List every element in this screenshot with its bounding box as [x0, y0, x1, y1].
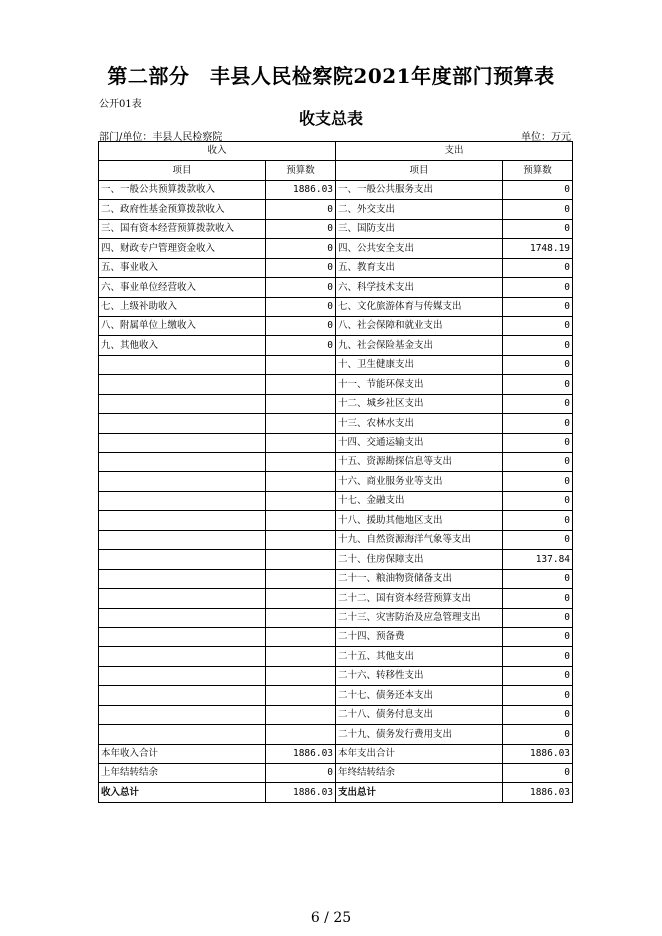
table-row [99, 200, 573, 219]
table-row [99, 414, 573, 433]
expense-value-cell: 0 [503, 336, 573, 355]
income-value-cell [266, 686, 336, 705]
income-value-cell [266, 589, 336, 608]
table-row [99, 239, 573, 258]
income-value-cell [266, 433, 336, 452]
income-item-cell [99, 725, 266, 744]
income-item-cell: 七、上级补助收入 [99, 297, 266, 316]
income-item-cell: 三、国有资本经营预算拨款收入 [99, 219, 266, 238]
income-item-cell: 六、事业单位经营收入 [99, 278, 266, 297]
table-row [99, 744, 573, 763]
expense-item-cell: 十五、资源勘探信息等支出 [336, 453, 503, 472]
department-label: 部门/单位：丰县人民检察院 [99, 132, 223, 143]
income-item-cell [99, 394, 266, 413]
income-item-cell [99, 589, 266, 608]
income-item-cell: 五、事业收入 [99, 258, 266, 277]
income-item-cell [99, 453, 266, 472]
expense-item-cell: 支出总计 [336, 783, 503, 802]
expense-value-cell: 1886.03 [503, 744, 573, 763]
income-value-cell [266, 569, 336, 588]
income-item-cell [99, 569, 266, 588]
income-value-cell [266, 725, 336, 744]
table-row [99, 530, 573, 549]
expense-value-cell: 0 [503, 608, 573, 627]
expense-value-cell: 0 [503, 627, 573, 646]
income-item-cell: 本年收入合计 [99, 744, 266, 763]
income-value-cell: 0 [266, 316, 336, 335]
budget-table [98, 141, 573, 803]
income-value-cell [266, 666, 336, 685]
expense-value-cell: 0 [503, 375, 573, 394]
table-row [99, 394, 573, 413]
expense-value-cell: 0 [503, 219, 573, 238]
expense-value-cell: 0 [503, 394, 573, 413]
expense-value-cell: 0 [503, 589, 573, 608]
expense-value-cell: 0 [503, 355, 573, 374]
expense-item-cell: 二、外交支出 [336, 200, 503, 219]
expense-item-cell: 本年支出合计 [336, 744, 503, 763]
table-row [99, 297, 573, 316]
income-item-cell [99, 491, 266, 510]
income-value-cell [266, 491, 336, 510]
table-row [99, 705, 573, 724]
expense-value-cell: 0 [503, 180, 573, 199]
expense-item-cell: 十一、节能环保支出 [336, 375, 503, 394]
expense-item-cell: 八、社会保障和就业支出 [336, 316, 503, 335]
income-value-cell: 1886.03 [266, 744, 336, 763]
expense-item-cell: 二十六、转移性支出 [336, 666, 503, 685]
table-row [99, 627, 573, 646]
expense-item-header: 项目 [336, 161, 503, 180]
income-header: 收入 [99, 142, 336, 161]
expense-value-cell: 0 [503, 666, 573, 685]
table-row [99, 550, 573, 569]
income-item-cell [99, 472, 266, 491]
expense-value-cell: 0 [503, 511, 573, 530]
table-row [99, 511, 573, 530]
expense-item-cell: 十六、商业服务业等支出 [336, 472, 503, 491]
expense-item-cell: 二十七、债务还本支出 [336, 686, 503, 705]
expense-value-cell: 0 [503, 725, 573, 744]
table-row [99, 608, 573, 627]
income-item-cell [99, 608, 266, 627]
income-item-cell [99, 375, 266, 394]
income-value-cell: 0 [266, 200, 336, 219]
income-item-cell [99, 414, 266, 433]
income-item-header: 项目 [99, 161, 266, 180]
income-item-cell [99, 433, 266, 452]
expense-value-cell: 0 [503, 569, 573, 588]
expense-item-cell: 年终结转结余 [336, 764, 503, 783]
income-item-cell [99, 530, 266, 549]
expense-item-cell: 十、卫生健康支出 [336, 355, 503, 374]
expense-value-cell: 0 [503, 258, 573, 277]
table-row [99, 336, 573, 355]
income-value-cell: 1886.03 [266, 783, 336, 802]
income-budget-header: 预算数 [266, 161, 336, 180]
expense-item-cell: 十四、交通运输支出 [336, 433, 503, 452]
expense-value-cell: 0 [503, 472, 573, 491]
income-item-cell [99, 647, 266, 666]
expense-value-cell: 0 [503, 764, 573, 783]
expense-value-cell: 0 [503, 705, 573, 724]
income-item-cell [99, 550, 266, 569]
expense-item-cell: 一、一般公共服务支出 [336, 180, 503, 199]
table-row [99, 783, 573, 802]
income-item-cell [99, 511, 266, 530]
expense-value-cell: 0 [503, 647, 573, 666]
table-row [99, 219, 573, 238]
expense-value-cell: 0 [503, 200, 573, 219]
expense-item-cell: 二十九、债务发行费用支出 [336, 725, 503, 744]
income-value-cell [266, 355, 336, 374]
income-value-cell [266, 472, 336, 491]
expense-item-cell: 六、科学技术支出 [336, 278, 503, 297]
expense-item-cell: 二十、住房保障支出 [336, 550, 503, 569]
table-row [99, 278, 573, 297]
table-row [99, 258, 573, 277]
table-header-row [99, 142, 573, 161]
expense-item-cell: 五、教育支出 [336, 258, 503, 277]
income-item-cell [99, 355, 266, 374]
income-item-cell [99, 686, 266, 705]
table-title: 收支总表 [298, 109, 363, 128]
expense-value-cell: 0 [503, 686, 573, 705]
table-row [99, 316, 573, 335]
table-subheader-row [99, 161, 573, 180]
income-value-cell [266, 375, 336, 394]
page-number: 6 / 25 [310, 910, 352, 926]
income-value-cell [266, 647, 336, 666]
table-row [99, 375, 573, 394]
expense-item-cell: 二十五、其他支出 [336, 647, 503, 666]
unit-label: 单位：万元 [521, 132, 571, 143]
income-item-cell: 九、其他收入 [99, 336, 266, 355]
expense-item-cell: 十九、自然资源海洋气象等支出 [336, 530, 503, 549]
table-row [99, 453, 573, 472]
expense-item-cell: 三、国防支出 [336, 219, 503, 238]
expense-item-cell: 二十三、灾害防治及应急管理支出 [336, 608, 503, 627]
income-value-cell: 0 [266, 219, 336, 238]
income-value-cell [266, 511, 336, 530]
income-item-cell: 收入总计 [99, 783, 266, 802]
table-row [99, 666, 573, 685]
table-row [99, 647, 573, 666]
page-title: 第二部分 丰县人民检察院2021年度部门预算表 [107, 64, 555, 88]
income-value-cell: 0 [266, 336, 336, 355]
income-value-cell [266, 608, 336, 627]
income-item-cell: 上年结转结余 [99, 764, 266, 783]
income-value-cell: 0 [266, 764, 336, 783]
expense-value-cell: 0 [503, 453, 573, 472]
expense-item-cell: 四、公共安全支出 [336, 239, 503, 258]
expense-item-cell: 七、文化旅游体育与传媒支出 [336, 297, 503, 316]
expense-item-cell: 二十二、国有资本经营预算支出 [336, 589, 503, 608]
expense-value-cell: 0 [503, 316, 573, 335]
income-value-cell [266, 414, 336, 433]
income-value-cell: 1886.03 [266, 180, 336, 199]
income-item-cell: 四、财政专户管理资金收入 [99, 239, 266, 258]
expense-item-cell: 九、社会保险基金支出 [336, 336, 503, 355]
expense-value-cell: 1748.19 [503, 239, 573, 258]
income-item-cell [99, 705, 266, 724]
income-item-cell [99, 627, 266, 646]
income-value-cell [266, 530, 336, 549]
income-value-cell [266, 705, 336, 724]
table-row [99, 355, 573, 374]
expense-item-cell: 二十四、预备费 [336, 627, 503, 646]
income-item-cell: 一、一般公共预算拨款收入 [99, 180, 266, 199]
expense-value-cell: 0 [503, 491, 573, 510]
expense-item-cell: 十三、农林水支出 [336, 414, 503, 433]
table-row [99, 764, 573, 783]
expense-value-cell: 0 [503, 530, 573, 549]
expense-item-cell: 十二、城乡社区支出 [336, 394, 503, 413]
expense-value-cell: 0 [503, 297, 573, 316]
income-value-cell: 0 [266, 297, 336, 316]
expense-value-cell: 0 [503, 278, 573, 297]
table-row [99, 569, 573, 588]
income-item-cell: 八、附属单位上缴收入 [99, 316, 266, 335]
income-value-cell [266, 394, 336, 413]
expense-value-cell: 0 [503, 414, 573, 433]
form-code: 公开01表 [99, 99, 142, 110]
table-row [99, 686, 573, 705]
expense-header: 支出 [336, 142, 573, 161]
expense-value-cell: 1886.03 [503, 783, 573, 802]
expense-budget-header: 预算数 [503, 161, 573, 180]
income-value-cell: 0 [266, 239, 336, 258]
table-row [99, 180, 573, 199]
expense-item-cell: 二十八、债务付息支出 [336, 705, 503, 724]
income-item-cell: 二、政府性基金预算拨款收入 [99, 200, 266, 219]
income-value-cell: 0 [266, 258, 336, 277]
income-item-cell [99, 666, 266, 685]
expense-value-cell: 0 [503, 433, 573, 452]
income-value-cell: 0 [266, 278, 336, 297]
table-row [99, 725, 573, 744]
income-value-cell [266, 627, 336, 646]
expense-item-cell: 十八、援助其他地区支出 [336, 511, 503, 530]
table-row [99, 589, 573, 608]
expense-value-cell: 137.84 [503, 550, 573, 569]
expense-item-cell: 二十一、粮油物资储备支出 [336, 569, 503, 588]
table-row [99, 472, 573, 491]
expense-item-cell: 十七、金融支出 [336, 491, 503, 510]
income-value-cell [266, 550, 336, 569]
income-value-cell [266, 453, 336, 472]
table-row [99, 491, 573, 510]
table-row [99, 433, 573, 452]
